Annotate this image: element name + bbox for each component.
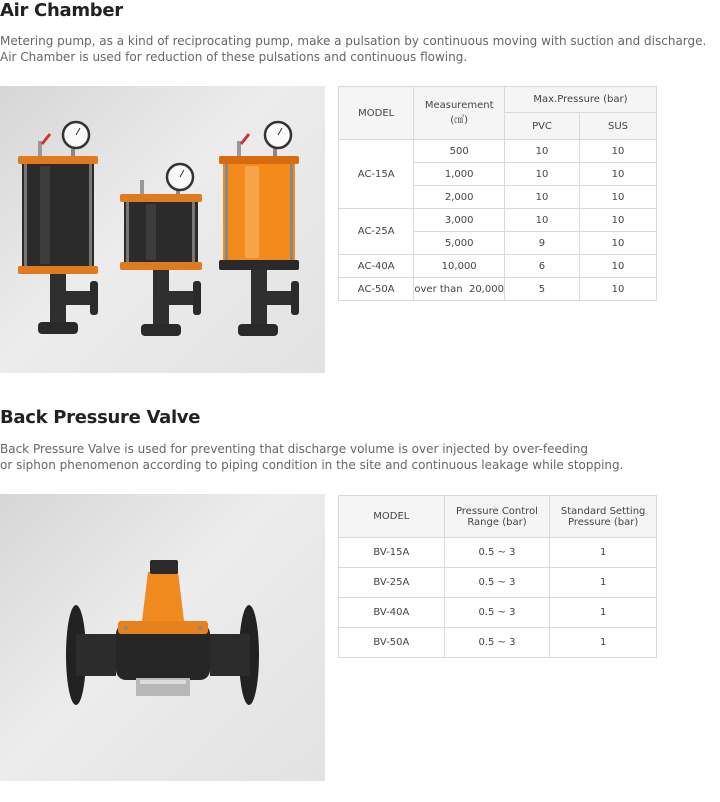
back-pressure-valve-title: Back Pressure Valve xyxy=(0,407,201,428)
header-std-line-2: Pressure (bar) xyxy=(568,516,639,528)
header-range-line-2: Range (bar) xyxy=(467,516,527,528)
air-chamber-unit-orange xyxy=(219,122,299,336)
measurement-cell: 500 xyxy=(414,140,505,163)
pvc-cell: 9 xyxy=(504,232,579,255)
measurement-cell: 2,000 xyxy=(414,186,505,209)
measurement-cell: over than 20,000 xyxy=(414,278,505,301)
sus-cell: 10 xyxy=(580,186,657,209)
range-cell: 0.5 ~ 3 xyxy=(444,598,550,628)
header-model: MODEL xyxy=(339,496,445,538)
sus-cell: 10 xyxy=(580,255,657,278)
measurement-cell: 10,000 xyxy=(414,255,505,278)
range-cell: 0.5 ~ 3 xyxy=(444,628,550,658)
back-pressure-valve-description xyxy=(0,441,623,473)
range-cell: 0.5 ~ 3 xyxy=(444,568,550,598)
pvc-cell: 5 xyxy=(504,278,579,301)
air-chamber-spec-table xyxy=(338,86,657,301)
air-chamber-title: Air Chamber xyxy=(0,0,123,21)
measurement-cell: 5,000 xyxy=(414,232,505,255)
sus-cell: 10 xyxy=(580,140,657,163)
header-std-line-1: Standard Setting xyxy=(560,505,646,517)
model-cell: AC-25A xyxy=(339,209,414,255)
header-pressure-control-range xyxy=(444,496,550,538)
range-cell: 0.5 ~ 3 xyxy=(444,538,550,568)
air-chamber-unit-small-black xyxy=(120,164,202,336)
header-max-pressure: Max.Pressure (bar) xyxy=(504,87,656,113)
model-cell: BV-15A xyxy=(339,538,445,568)
header-model: MODEL xyxy=(339,87,414,140)
header-range-line-1: Pressure Control xyxy=(455,505,538,517)
sus-cell: 10 xyxy=(580,232,657,255)
back-pressure-valve-spec-table xyxy=(338,495,657,658)
sus-cell: 10 xyxy=(580,278,657,301)
air-chamber-photo xyxy=(0,86,325,373)
pvc-cell: 10 xyxy=(504,186,579,209)
model-cell: AC-15A xyxy=(339,140,414,209)
std-cell: 1 xyxy=(550,538,657,568)
model-cell: AC-50A xyxy=(339,278,414,301)
header-pvc: PVC xyxy=(504,113,579,140)
air-chamber-description xyxy=(0,33,706,65)
pvc-cell: 10 xyxy=(504,209,579,232)
back-pressure-valve-photo xyxy=(0,494,325,781)
air-chamber-unit-large-black xyxy=(18,122,98,334)
header-measurement-label: Measurement xyxy=(424,100,494,111)
model-cell: BV-50A xyxy=(339,628,445,658)
pvc-cell: 10 xyxy=(504,140,579,163)
model-cell: BV-40A xyxy=(339,598,445,628)
model-cell: AC-40A xyxy=(339,255,414,278)
back-pressure-valve-illustration xyxy=(66,560,259,705)
bpv-desc-line-2: or siphon phenomenon according to piping condition in the site and continuous leakage while stopping. xyxy=(0,458,624,472)
header-measurement xyxy=(414,87,505,140)
air-chamber-desc-line-2: Air Chamber is used for reduction of these pulsations and continuous flowing. xyxy=(0,50,468,64)
measurement-cell: 1,000 xyxy=(414,163,505,186)
air-chamber-desc-line-1: Metering pump, as a kind of reciprocating pump, make a pulsation by continuous moving with suction and discharge. xyxy=(0,34,707,48)
std-cell: 1 xyxy=(550,628,657,658)
pvc-cell: 10 xyxy=(504,163,579,186)
sus-cell: 10 xyxy=(580,163,657,186)
header-measurement-unit: (㎤) xyxy=(450,115,469,126)
header-standard-setting-pressure xyxy=(550,496,657,538)
sus-cell: 10 xyxy=(580,209,657,232)
measurement-cell: 3,000 xyxy=(414,209,505,232)
header-sus: SUS xyxy=(580,113,657,140)
model-cell: BV-25A xyxy=(339,568,445,598)
bpv-desc-line-1: Back Pressure Valve is used for preventing that discharge volume is over injected by over-feeding xyxy=(0,442,589,456)
pvc-cell: 6 xyxy=(504,255,579,278)
std-cell: 1 xyxy=(550,568,657,598)
std-cell: 1 xyxy=(550,598,657,628)
